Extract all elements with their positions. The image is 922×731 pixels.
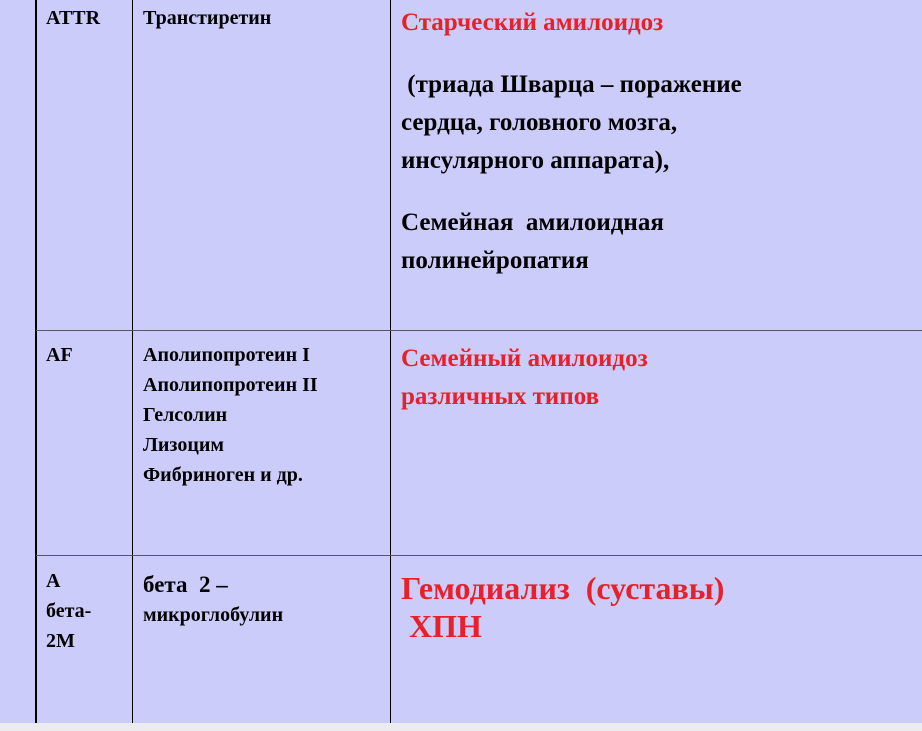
table-row-1-disease — [401, 4, 871, 280]
disease-line: Семейный амилоидоз — [401, 345, 648, 372]
code-line: бета- — [46, 600, 92, 622]
table-row-3-protein — [143, 570, 383, 630]
row-divider-1 — [36, 330, 922, 331]
protein-line: микроглобулин — [143, 604, 284, 626]
protein-line: Аполипопротеин II — [143, 374, 318, 396]
table-row-1-code — [46, 3, 128, 33]
column-divider-2 — [390, 0, 391, 723]
table-row-2-protein — [143, 340, 383, 490]
disease-detail-line: (триада Шварца – поражение — [401, 71, 742, 98]
disease-detail-line: инсулярного аппарата), — [401, 147, 670, 174]
disease-title: Старческий амилоидоз — [401, 9, 664, 36]
disease-detail-line: сердца, головного мозга, — [401, 109, 678, 136]
column-divider-1 — [132, 0, 133, 723]
row-divider-2 — [36, 555, 922, 556]
bottom-strip — [0, 723, 922, 731]
disease-line: ХПН — [401, 608, 482, 644]
table-row-2-disease — [401, 340, 871, 416]
table-row-3-disease — [401, 569, 871, 645]
protein-line: бета 2 – — [143, 572, 228, 597]
protein-line: Лизоцим — [143, 434, 225, 456]
code-line: 2М — [46, 630, 75, 652]
cell-code: AF — [46, 344, 73, 366]
disease-line: Гемодиализ (суставы) — [401, 570, 725, 606]
protein-line: Аполипопротеин I — [143, 344, 310, 366]
table-left-border — [35, 0, 37, 723]
protein-line: Фибриноген и др. — [143, 464, 303, 486]
cell-protein: Транстиретин — [143, 7, 272, 29]
disease-line: различных типов — [401, 383, 600, 410]
code-line: А — [46, 570, 61, 592]
table-row-3-code — [46, 566, 128, 656]
disease-extra-line: полинейропатия — [401, 247, 589, 274]
protein-line: Гелсолин — [143, 404, 228, 426]
table-row-2-code — [46, 340, 128, 370]
table-row-1-protein — [143, 3, 383, 33]
disease-extra-line: Семейная амилоидная — [401, 209, 664, 236]
cell-code: ATTR — [46, 7, 101, 29]
